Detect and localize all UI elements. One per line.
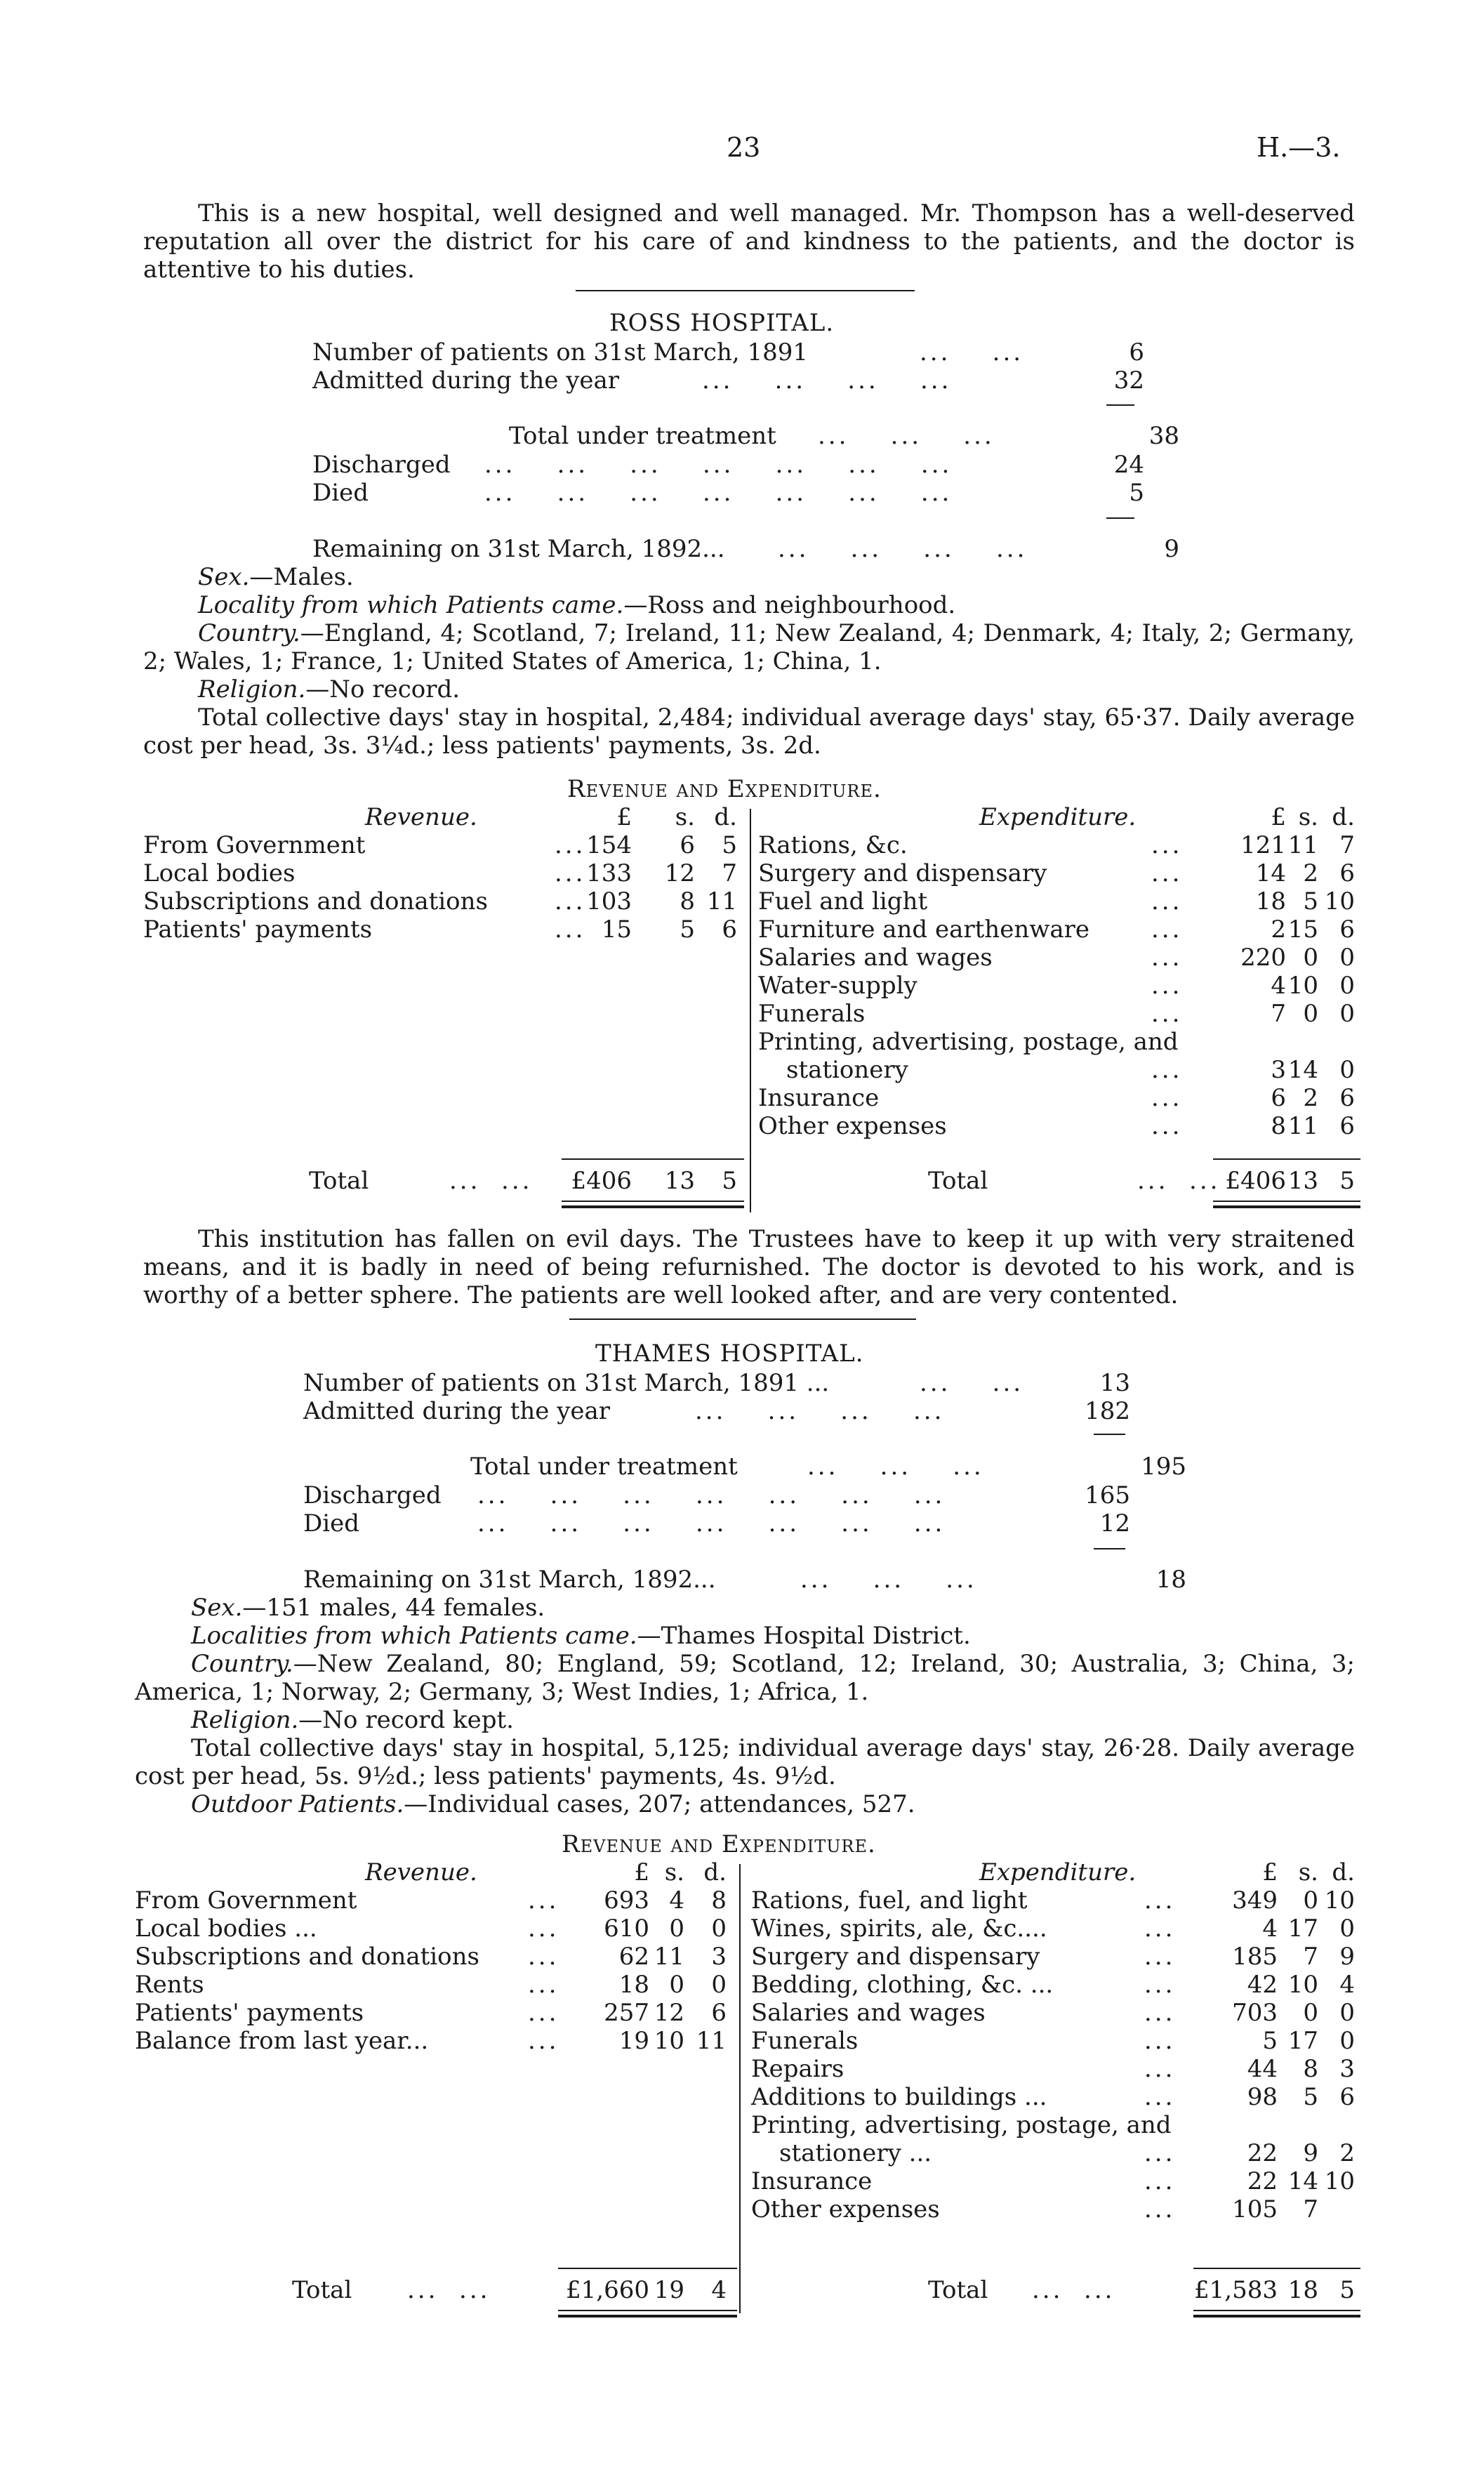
ross-expenditure-pence: 6 [1339,915,1355,944]
ross-expenditure-pence: 0 [1339,972,1355,1000]
thames-locality [191,1622,971,1650]
ross-revenue-shillings: 6 [680,831,695,859]
ross-expenditure-pence: 0 [1339,1000,1355,1028]
ross-religion-label: Religion. [198,675,306,703]
thames-column-divider [739,1864,741,2313]
thames-total: 195 [1141,1453,1186,1481]
ross-expenditure-label: Funerals [758,1000,866,1028]
ross-revenue-col-s: s. [675,803,695,831]
ross-expenditure-label: Water-supply [758,972,917,1000]
thames-revenue-pence: 6 [711,1999,727,2027]
leader-dots: ... [1144,2167,1176,2195]
section-divider [576,290,915,291]
ross-revenue-heading: Revenue. [365,803,477,831]
thames-expenditure-pounds: 98 [1247,2083,1278,2111]
leader-dots: ... [1151,1056,1183,1084]
leader-dots: ... [1144,1999,1176,2027]
ross-expenditure-col-s: s. [1298,803,1318,831]
thames-religion-value: —No record kept. [298,1706,514,1734]
thames-expenditure-pence: 4 [1339,1971,1355,1999]
thames-expenditure-pounds: 44 [1247,2055,1278,2083]
leader-dots: ... [1144,1915,1176,1943]
leader-dots: ... ... [1137,1167,1221,1195]
ross-locality-value: —Ross and neighbourhood. [623,591,956,619]
leader-dots: ... [1151,1084,1183,1112]
leader-dots: ... [555,859,586,887]
ross-expenditure-pounds: 6 [1271,1084,1286,1112]
thames-expenditure-label: Other expenses [751,2195,940,2223]
ross-country-label: Country. [198,619,300,647]
thames-expenditure-pence: 3 [1339,2055,1355,2083]
thames-expenditure-pounds: 703 [1232,1999,1278,2027]
leader-dots: ... ... ... [800,1566,977,1594]
ross-sex-value: —Males. [249,563,354,591]
thames-admitted: 182 [1085,1397,1130,1425]
ross-revenue-label: Local bodies [143,859,296,887]
thames-locality-label: Localities from which Patients came. [191,1622,637,1650]
ross-revenue-label: From Government [143,831,366,859]
sum-rule [1094,1434,1125,1435]
thames-expenditure-shillings: 17 [1287,2027,1318,2055]
leader-dots: ... ... ... ... ... ... ... [477,1481,946,1509]
thames-revenue-label: Rents [135,1971,204,1999]
thames-expenditure-pence: 10 [1324,1886,1355,1915]
ross-revenue-pence: 11 [706,887,737,915]
thames-religion-label: Religion. [191,1706,299,1734]
thames-title: THAMES HOSPITAL. [595,1340,864,1368]
ross-expenditure-label: Fuel and light [758,887,928,915]
ross-locality [198,591,955,619]
ross-expenditure-double-rule [1213,1201,1360,1202]
sum-rule [1106,517,1134,519]
thames-revenue-shillings: 11 [654,1943,684,1971]
ross-expenditure-label: Furniture and earthenware [758,915,1089,944]
leader-dots: ... ... [920,1369,1024,1397]
thames-stay-text: Total collective days' stay in hospital, 5,125; individual average days' stay, 26·28. Daily average cost per head, 5s. 9½d.; less patients' payments, 4s. 9½d. [135,1734,1355,1790]
leader-dots: ... ... ... ... ... ... ... [477,1509,946,1538]
ross-revenue-col-d: d. [714,803,737,831]
ross-expenditure-pounds: 18 [1255,887,1286,915]
ross-revenue-total-shillings: 13 [664,1167,695,1195]
thames-expenditure-pence: 6 [1339,2083,1355,2111]
thames-expenditure-pence: 0 [1339,1999,1355,2027]
leader-dots: ... ... ... ... [702,366,952,395]
ross-expenditure-total-pounds: £406 [1225,1167,1286,1195]
document-reference: H.—3. [1257,132,1341,163]
ross-religion [198,675,460,703]
thames-locality-value: —Thames Hospital District. [637,1622,971,1650]
ross-expenditure-label: Insurance [758,1084,880,1112]
section-divider [569,1318,916,1320]
leader-dots: ... [1144,2055,1176,2083]
ross-table-title: Revenue and Expenditure. [567,775,882,803]
thames-revenue-col-d: d. [703,1858,727,1886]
thames-revenue-pence: 0 [711,1971,727,1999]
thames-outdoor [191,1790,915,1818]
ross-expenditure-shillings: 10 [1287,972,1318,1000]
thames-religion [191,1706,514,1734]
ross-revenue-pounds: 133 [586,859,632,887]
ross-expenditure-total-label: Total [928,1167,988,1195]
sum-rule [1094,1548,1125,1549]
thames-revenue-double-rule [558,2310,737,2311]
ross-expenditure-pounds: 14 [1255,859,1286,887]
ross-expenditure-pence: 6 [1339,1084,1355,1112]
thames-expenditure-heading: Expenditure. [979,1858,1137,1886]
ross-sex-label: Sex. [198,563,250,591]
ross-expenditure-double-rule [1213,1205,1360,1208]
thames-expenditure-pounds: 22 [1247,2167,1278,2195]
ross-expenditure-col-l: £ [1271,803,1286,831]
thames-expenditure-total-pence: 5 [1339,2276,1355,2304]
ross-expenditure-pence: 7 [1339,831,1355,859]
thames-revenue-pounds: 19 [618,2027,649,2055]
leader-dots: ... [1144,2195,1176,2223]
leader-dots: ... [528,1943,559,1971]
ross-remaining: 9 [1164,535,1179,563]
ross-revenue-shillings: 8 [680,887,695,915]
thames-died-label: Died [303,1509,360,1538]
thames-expenditure-shillings: 7 [1303,2195,1318,2223]
thames-sex-value: —151 males, 44 females. [242,1594,545,1622]
leader-dots: ... [1151,1112,1183,1140]
thames-patients-start-label: Number of patients on 31st March, 1891 ... [303,1369,830,1397]
ross-revenue-total-pence: 5 [722,1167,737,1195]
thames-revenue-pounds: 18 [618,1971,649,1999]
thames-expenditure-pounds: 349 [1232,1886,1278,1915]
ross-expenditure-pounds: 121 [1240,831,1286,859]
ross-expenditure-shillings: 11 [1287,1112,1318,1140]
thames-expenditure-label: Salaries and wages [751,1999,986,2027]
thames-expenditure-col-d: d. [1332,1858,1355,1886]
leader-dots: ... [1151,972,1183,1000]
ross-expenditure-total-pence: 5 [1339,1167,1355,1195]
thames-revenue-double-rule [558,2315,737,2318]
thames-expenditure-pence: 2 [1339,2139,1355,2167]
ross-expenditure-label: Salaries and wages [758,944,993,972]
ross-revenue-col-l: £ [616,803,632,831]
thames-remaining: 18 [1155,1566,1186,1594]
thames-expenditure-total-label: Total [928,2276,988,2304]
leader-dots: ... [528,1915,559,1943]
thames-expenditure-label: Printing, advertising, postage, and [751,2111,1172,2139]
leader-dots: ... [528,1999,559,2027]
thames-expenditure-shillings: 0 [1303,1999,1318,2027]
thames-remaining-label: Remaining on 31st March, 1892... [303,1566,716,1594]
leader-dots: ... [1151,1000,1183,1028]
ross-revenue-label: Patients' payments [143,915,373,944]
thames-expenditure-shillings: 8 [1303,2055,1318,2083]
thames-revenue-label: Subscriptions and donations [135,1943,479,1971]
thames-discharged-label: Discharged [303,1481,442,1509]
leader-dots: ... [1151,915,1183,944]
leader-dots: ... ... ... ... ... ... ... [484,451,953,479]
ross-expenditure-shillings: 11 [1287,831,1318,859]
leader-dots: ... [1151,831,1183,859]
thames-expenditure-shillings: 10 [1287,1971,1318,1999]
thames-expenditure-label: Insurance [751,2167,873,2195]
ross-patients-start-label: Number of patients on 31st March, 1891 [312,338,808,366]
ross-expenditure-label: Other expenses [758,1112,947,1140]
thames-expenditure-total-pounds: £1,583 [1194,2276,1278,2304]
ross-expenditure-shillings: 0 [1303,944,1318,972]
thames-admitted-label: Admitted during the year [303,1397,611,1425]
thames-expenditure-pounds: 4 [1262,1915,1278,1943]
thames-revenue-shillings: 10 [654,2027,684,2055]
thames-revenue-total-pence: 4 [711,2276,727,2304]
thames-revenue-pounds: 62 [618,1943,649,1971]
thames-expenditure-label: Funerals [751,2027,859,2055]
thames-revenue-pence: 8 [711,1886,727,1915]
ross-expenditure-col-d: d. [1332,803,1355,831]
thames-expenditure-total-shillings: 18 [1287,2276,1318,2304]
leader-dots: ... ... [449,1167,533,1195]
thames-expenditure-double-rule [1193,2315,1360,2318]
thames-revenue-col-s: s. [664,1858,684,1886]
thames-revenue-pence: 3 [711,1943,727,1971]
thames-died: 12 [1099,1509,1130,1538]
thames-country [135,1650,1355,1706]
thames-revenue-shillings: 0 [669,1971,684,1999]
ross-stay-text: Total collective days' stay in hospital, 2,484; individual average days' stay, 65·37. Daily average cost per head, 3s. 3¼d.; less patients' payments, 3s. 2d. [143,703,1355,760]
ross-expenditure-total-shillings: 13 [1287,1167,1318,1195]
ross-expenditure-label: Printing, advertising, postage, and [758,1028,1179,1056]
ross-revenue-double-rule [562,1205,744,1208]
ross-expenditure-label: Surgery and dispensary [758,859,1047,887]
ross-expenditure-pence: 10 [1324,887,1355,915]
thames-revenue-pounds: 257 [604,1999,649,2027]
thames-revenue-shillings: 4 [669,1886,684,1915]
ross-expenditure-shillings: 5 [1303,887,1318,915]
ross-revenue-label: Subscriptions and donations [143,887,488,915]
leader-dots: ... ... ... [818,422,995,450]
thames-revenue-pounds: 610 [604,1915,649,1943]
thames-revenue-pounds: 693 [604,1886,649,1915]
thames-expenditure-label: Rations, fuel, and light [751,1886,1028,1915]
thames-outdoor-label: Outdoor Patients. [191,1790,404,1818]
ross-expenditure-shillings: 14 [1287,1056,1318,1084]
thames-revenue-label: Patients' payments [135,1999,364,2027]
leader-dots: ... [1144,2139,1176,2167]
thames-expenditure-pence: 0 [1339,1915,1355,1943]
thames-revenue-label: From Government [135,1886,357,1915]
leader-dots: ... ... [920,338,1024,366]
leader-dots: ... [555,831,586,859]
leader-dots: ... [1151,887,1183,915]
ross-revenue-pence: 5 [722,831,737,859]
ross-expenditure-pence: 0 [1339,944,1355,972]
ross-revenue-shillings: 12 [664,859,695,887]
thames-discharged: 165 [1085,1481,1130,1509]
ross-revenue-total-label: Total [309,1167,369,1195]
page-number: 23 [727,132,761,163]
ross-religion-value: —No record. [305,675,461,703]
thames-expenditure-shillings: 9 [1303,2139,1318,2167]
ross-expenditure-pounds: 8 [1271,1112,1286,1140]
thames-expenditure-pounds: 185 [1232,1943,1278,1971]
thames-table-title: Revenue and Expenditure. [562,1830,876,1858]
thames-revenue-label: Balance from last year... [135,2027,429,2055]
thames-expenditure-col-s: s. [1298,1858,1318,1886]
leader-dots: ... [1144,1971,1176,1999]
ross-expenditure-pence: 6 [1339,859,1355,887]
thames-expenditure-col-l: £ [1262,1858,1278,1886]
leader-dots: ... [1144,1943,1176,1971]
thames-expenditure-label: Repairs [751,2055,844,2083]
ross-revenue-pounds: 154 [586,831,632,859]
ross-revenue-shillings: 5 [680,915,695,944]
thames-sex [191,1594,545,1622]
leader-dots: ... ... ... ... ... ... ... [484,479,953,507]
thames-expenditure-pounds: 105 [1232,2195,1278,2223]
ross-country [143,619,1355,675]
leader-dots: ... [528,2027,559,2055]
thames-revenue-col-l: £ [634,1858,649,1886]
thames-revenue-total-label: Total [292,2276,352,2304]
ross-died-label: Died [312,479,369,507]
thames-expenditure-pence: 9 [1339,1943,1355,1971]
ross-revenue-pence: 7 [722,859,737,887]
leader-dots: ... ... [407,2276,491,2304]
thames-country-label: Country. [191,1650,293,1678]
ross-admitted: 32 [1113,366,1144,395]
thames-expenditure-shillings: 7 [1303,1943,1318,1971]
leader-dots: ... [528,1886,559,1915]
thames-country-value: —New Zealand, 80; England, 59; Scotland, 12; Ireland, 30; Australia, 3; China, 3; America, 1; Norway, 2; Germany, 3; West Indies, 1; Africa, 1. [135,1650,1355,1706]
thames-expenditure-pounds: 42 [1247,1971,1278,1999]
thames-revenue-label: Local bodies ... [135,1915,317,1943]
ross-locality-label: Locality from which Patients came. [198,591,624,619]
leader-dots: ... ... ... [807,1453,984,1481]
thames-revenue-pence: 0 [711,1915,727,1943]
thames-expenditure-shillings: 17 [1287,1915,1318,1943]
thames-expenditure-pence: 10 [1324,2167,1355,2195]
ross-expenditure-heading: Expenditure. [979,803,1137,831]
ross-died: 5 [1129,479,1144,507]
thames-patients-start: 13 [1099,1369,1130,1397]
thames-revenue-pence: 11 [696,2027,727,2055]
ross-column-divider [750,809,751,1212]
ross-expenditure-shillings: 15 [1287,915,1318,944]
thames-expenditure-pounds: 5 [1262,2027,1278,2055]
ross-discharged-label: Discharged [312,451,451,479]
ross-revenue-pounds: 15 [601,915,632,944]
ross-revenue-pence: 6 [722,915,737,944]
ross-sex [198,563,354,591]
leader-dots: ... [1144,2027,1176,2055]
ross-expenditure-pounds: 3 [1271,1056,1286,1084]
ross-expenditure-pounds: 220 [1240,944,1286,972]
thames-expenditure-total-rule [1193,2268,1360,2269]
leader-dots: ... ... [1032,2276,1115,2304]
ross-expenditure-label: stationery [786,1056,908,1084]
thames-revenue-shillings: 12 [654,1999,684,2027]
leader-dots: ... [528,1971,559,1999]
thames-expenditure-shillings: 5 [1303,2083,1318,2111]
ross-country-value: —England, 4; Scotland, 7; Ireland, 11; New Zealand, 4; Denmark, 4; Italy, 2; Germany, 2; Wales, 1; France, 1; United States of America, 1; China, 1. [143,619,1355,675]
ross-remaining-label: Remaining on 31st March, 1892... [312,535,725,563]
thames-sex-label: Sex. [191,1594,243,1622]
ross-expenditure-pounds: 7 [1271,1000,1286,1028]
thames-revenue-total-shillings: 19 [654,2276,684,2304]
leader-dots: ... ... ... ... [778,535,1028,563]
ross-expenditure-pence: 0 [1339,1056,1355,1084]
ross-expenditure-shillings: 2 [1303,1084,1318,1112]
ross-closing-paragraph: This institution has fallen on evil days. The Trustees have to keep it up with very straitened means, and it is badly in need of being refurnished. The doctor is devoted to his work, and is worthy of a better sphere. The patients are well looked after, and are very contented. [143,1225,1355,1309]
leader-dots: ... [1151,944,1183,972]
ross-expenditure-total-rule [1213,1158,1360,1160]
leader-dots: ... [1151,859,1183,887]
ross-revenue-double-rule [562,1201,744,1202]
leader-dots: ... [1144,2083,1176,2111]
thames-expenditure-pounds: 22 [1247,2139,1278,2167]
ross-expenditure-label: Rations, &c. [758,831,908,859]
ross-title: ROSS HOSPITAL. [609,309,835,337]
leader-dots: ... [555,887,586,915]
thames-outdoor-value: —Individual cases, 207; attendances, 527. [404,1790,915,1818]
thames-expenditure-double-rule [1193,2310,1360,2311]
ross-expenditure-pounds: 4 [1271,972,1286,1000]
thames-expenditure-label: Bedding, clothing, &c. ... [751,1971,1054,1999]
thames-revenue-heading: Revenue. [365,1858,477,1886]
thames-expenditure-label: stationery ... [779,2139,932,2167]
thames-revenue-total-pounds: £1,660 [566,2276,649,2304]
ross-expenditure-pounds: 2 [1271,915,1286,944]
thames-expenditure-label: Additions to buildings ... [751,2083,1047,2111]
ross-expenditure-shillings: 0 [1303,1000,1318,1028]
ross-expenditure-shillings: 2 [1303,859,1318,887]
ross-total-label: Total under treatment [509,422,776,450]
thames-expenditure-label: Surgery and dispensary [751,1943,1040,1971]
ross-admitted-label: Admitted during the year [312,366,620,395]
ross-patients-start: 6 [1129,338,1144,366]
thames-expenditure-shillings: 0 [1303,1886,1318,1915]
thames-expenditure-label: Wines, spirits, ale, &c.... [751,1915,1047,1943]
ross-discharged: 24 [1113,451,1144,479]
leader-dots: ... [555,915,586,944]
thames-total-label: Total under treatment [470,1453,738,1481]
ross-expenditure-pence: 6 [1339,1112,1355,1140]
ross-revenue-total-pounds: £406 [571,1167,632,1195]
sum-rule [1106,404,1134,406]
thames-revenue-shillings: 0 [669,1915,684,1943]
ross-revenue-total-rule [562,1158,744,1160]
intro-paragraph: This is a new hospital, well designed and well managed. Mr. Thompson has a well-deserved reputation all over the district for his care of and kindness to the patients, and the doctor is attentive to his duties. [143,199,1355,284]
leader-dots: ... ... ... ... [695,1397,945,1425]
thames-revenue-total-rule [558,2268,737,2269]
thames-expenditure-pence: 0 [1339,2027,1355,2055]
ross-total: 38 [1148,422,1179,450]
leader-dots: ... [1144,1886,1176,1915]
thames-expenditure-shillings: 14 [1287,2167,1318,2195]
ross-revenue-pounds: 103 [586,887,632,915]
